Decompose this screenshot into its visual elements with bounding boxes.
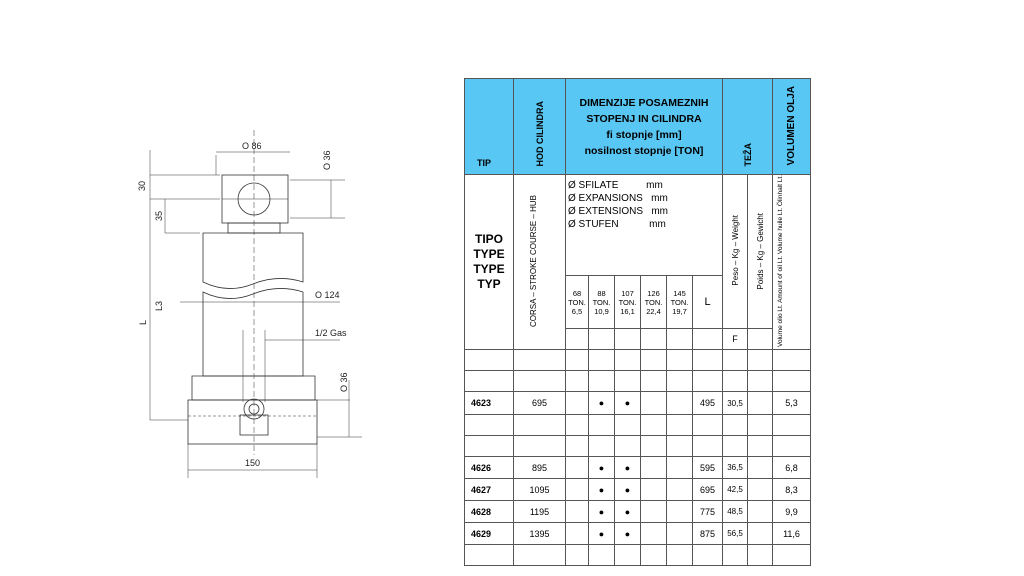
- table-cell: 4628: [465, 501, 514, 523]
- table-cell: [615, 415, 641, 436]
- table-cell: [589, 415, 615, 436]
- stage-mark-cell: ●: [589, 392, 615, 415]
- table-cell: [514, 415, 566, 436]
- table-cell: 48,5: [723, 501, 748, 523]
- dim-30: 30: [137, 180, 147, 191]
- blank-row: [465, 436, 811, 457]
- table-cell: [748, 392, 773, 415]
- table-cell: [641, 371, 667, 392]
- table-cell: [667, 371, 693, 392]
- table-cell: [723, 350, 748, 371]
- stage-mark-cell: [566, 392, 589, 415]
- stage-mark-cell: [566, 479, 589, 501]
- dim-eye-diameter: O 36: [322, 150, 332, 170]
- table-cell: 11,6: [773, 523, 811, 545]
- stage-mark-cell: ●: [589, 479, 615, 501]
- table-cell: 595: [693, 457, 723, 479]
- table-cell: [514, 371, 566, 392]
- table-cell: 775: [693, 501, 723, 523]
- stage-mark-cell: ●: [615, 523, 641, 545]
- table-cell: [773, 436, 811, 457]
- table-cell: [641, 436, 667, 457]
- table-cell: 695: [514, 392, 566, 415]
- table-cell: [566, 371, 589, 392]
- stage-mark-cell: ●: [615, 479, 641, 501]
- table-cell: [465, 415, 514, 436]
- blank-row: [465, 371, 811, 392]
- header-dim-line-3: fi stopnje [mm]: [606, 128, 682, 141]
- table-cell: [615, 350, 641, 371]
- dim-35: 35: [154, 210, 164, 221]
- table-cell: [514, 545, 566, 566]
- table-cell: [723, 545, 748, 566]
- sub-weight-2: Poids – Kg – Gewicht: [748, 175, 773, 329]
- table-cell: [748, 457, 773, 479]
- table-cell: [748, 523, 773, 545]
- header-dimensions: [566, 79, 723, 175]
- stage-mark-cell: [566, 457, 589, 479]
- table-cell: [566, 545, 589, 566]
- table-row: [465, 457, 811, 479]
- stage-mark-cell: [641, 457, 667, 479]
- table-cell: 56,5: [723, 523, 748, 545]
- table-row: [465, 501, 811, 523]
- table-cell: [723, 371, 748, 392]
- stage-col-3: 107 TON. 16,1: [615, 275, 641, 329]
- stage-mark-cell: ●: [615, 392, 641, 415]
- stage-mark-cell: [667, 501, 693, 523]
- dim-base-width: 150: [245, 458, 261, 468]
- header-hod: HOD CILINDRA: [514, 79, 566, 175]
- table-cell: [589, 350, 615, 371]
- table-cell: [667, 545, 693, 566]
- table-cell: [693, 371, 723, 392]
- table-cell: [773, 545, 811, 566]
- header-dim-line-1: DIMENZIJE POSAMEZNIH: [579, 96, 709, 109]
- stage-mark-cell: ●: [589, 501, 615, 523]
- table-cell: [693, 545, 723, 566]
- table-cell: [773, 415, 811, 436]
- table-row: [465, 479, 811, 501]
- table-cell: [465, 436, 514, 457]
- dim-top-diameter: O 86: [242, 141, 262, 151]
- table-cell: [465, 545, 514, 566]
- table-cell: [748, 545, 773, 566]
- table-cell: [615, 436, 641, 457]
- table-cell: [693, 350, 723, 371]
- stage-mark-cell: ●: [589, 523, 615, 545]
- stage-col-5: 145 TON. 19,7: [667, 275, 693, 329]
- table-cell: [667, 350, 693, 371]
- stage-mark-cell: [566, 523, 589, 545]
- cylinder-drawing: [0, 0, 450, 576]
- dim-L3: L3: [154, 300, 164, 311]
- table-cell: [465, 350, 514, 371]
- table-cell: [748, 415, 773, 436]
- table-cell: 4629: [465, 523, 514, 545]
- col-L: L: [693, 275, 723, 329]
- table-cell: [723, 436, 748, 457]
- stage-col-1: 68 TON. 6,5: [566, 275, 589, 329]
- header-volumen: VOLUMEN OLJA: [773, 79, 811, 175]
- table-row: [465, 523, 811, 545]
- stage-mark-cell: [641, 392, 667, 415]
- stage-mark-cell: ●: [589, 457, 615, 479]
- blank-row: [465, 350, 811, 371]
- stage-mark-cell: [667, 523, 693, 545]
- table-cell: [465, 371, 514, 392]
- stage-mark-cell: ●: [615, 501, 641, 523]
- sub-weight-1: Peso – Kg – Weight: [723, 175, 748, 329]
- header-dim-line-4: nosilnost stopnje [TON]: [584, 144, 704, 157]
- table-cell: [514, 436, 566, 457]
- table-cell: 4623: [465, 392, 514, 415]
- table-cell: 1395: [514, 523, 566, 545]
- table-cell: [667, 415, 693, 436]
- table-cell: [566, 350, 589, 371]
- dim-L: L: [138, 319, 148, 325]
- header-teza: TEŽA: [723, 79, 773, 175]
- table-cell: 4627: [465, 479, 514, 501]
- table-cell: 1095: [514, 479, 566, 501]
- sub-type: TIPO TYPE TYPE TYP: [465, 175, 514, 350]
- dim-body-diameter: O 124: [315, 290, 340, 300]
- table-cell: [667, 436, 693, 457]
- blank-row: [465, 415, 811, 436]
- stage-mark-cell: [566, 501, 589, 523]
- table-cell: 1195: [514, 501, 566, 523]
- table-cell: [773, 371, 811, 392]
- table-cell: 5,3: [773, 392, 811, 415]
- table-cell: [641, 545, 667, 566]
- sub-extensions: Ø SFILATE mm Ø EXPANSIONS mm Ø EXTENSIONS mm Ø STUFEN mm: [566, 175, 723, 276]
- table-cell: 36,5: [723, 457, 748, 479]
- stage-col-2: 88 TON. 10,9: [589, 275, 615, 329]
- table-cell: [566, 436, 589, 457]
- table-cell: 875: [693, 523, 723, 545]
- blank-row: [465, 545, 811, 566]
- spec-table: [464, 78, 811, 566]
- table-cell: [748, 501, 773, 523]
- stage-mark-cell: ●: [615, 457, 641, 479]
- table-cell: 495: [693, 392, 723, 415]
- stage-mark-cell: [641, 523, 667, 545]
- table-cell: [723, 415, 748, 436]
- table-cell: [748, 479, 773, 501]
- stage-mark-cell: [641, 479, 667, 501]
- table-cell: 30,5: [723, 392, 748, 415]
- table-cell: 4626: [465, 457, 514, 479]
- table-cell: 9,9: [773, 501, 811, 523]
- stage-mark-cell: [667, 392, 693, 415]
- table-cell: 695: [693, 479, 723, 501]
- table-cell: 8,3: [773, 479, 811, 501]
- stage-col-4: 126 TON. 22,4: [641, 275, 667, 329]
- table-cell: [748, 436, 773, 457]
- table-cell: [566, 415, 589, 436]
- table-cell: 42,5: [723, 479, 748, 501]
- table-cell: [514, 350, 566, 371]
- table-cell: [748, 371, 773, 392]
- sub-stroke: CORSA – STROKE COURSE – HUB: [514, 175, 566, 350]
- table-cell: 6,8: [773, 457, 811, 479]
- table-cell: [748, 350, 773, 371]
- dim-gas-port: 1/2 Gas: [315, 328, 347, 338]
- stage-mark-cell: [667, 457, 693, 479]
- table-cell: [693, 415, 723, 436]
- stage-mark-cell: [667, 479, 693, 501]
- table-cell: [615, 545, 641, 566]
- table-cell: [589, 436, 615, 457]
- table-cell: [589, 545, 615, 566]
- sub-volume: Volume olio Lt. Amount of oil Lt. Volume huile Lt. Ölinhalt Lt.: [773, 175, 811, 350]
- header-tip: TIP: [465, 79, 514, 175]
- table-cell: 895: [514, 457, 566, 479]
- table-cell: [641, 350, 667, 371]
- dim-base-diameter: O 36: [339, 372, 349, 392]
- header-dim-line-2: STOPENJ IN CILINDRA: [586, 112, 702, 125]
- table-cell: [615, 371, 641, 392]
- table-cell: [589, 371, 615, 392]
- table-row: [465, 392, 811, 415]
- col-F: F: [723, 329, 748, 350]
- table-cell: [773, 350, 811, 371]
- table-cell: [641, 415, 667, 436]
- stage-mark-cell: [641, 501, 667, 523]
- table-cell: [693, 436, 723, 457]
